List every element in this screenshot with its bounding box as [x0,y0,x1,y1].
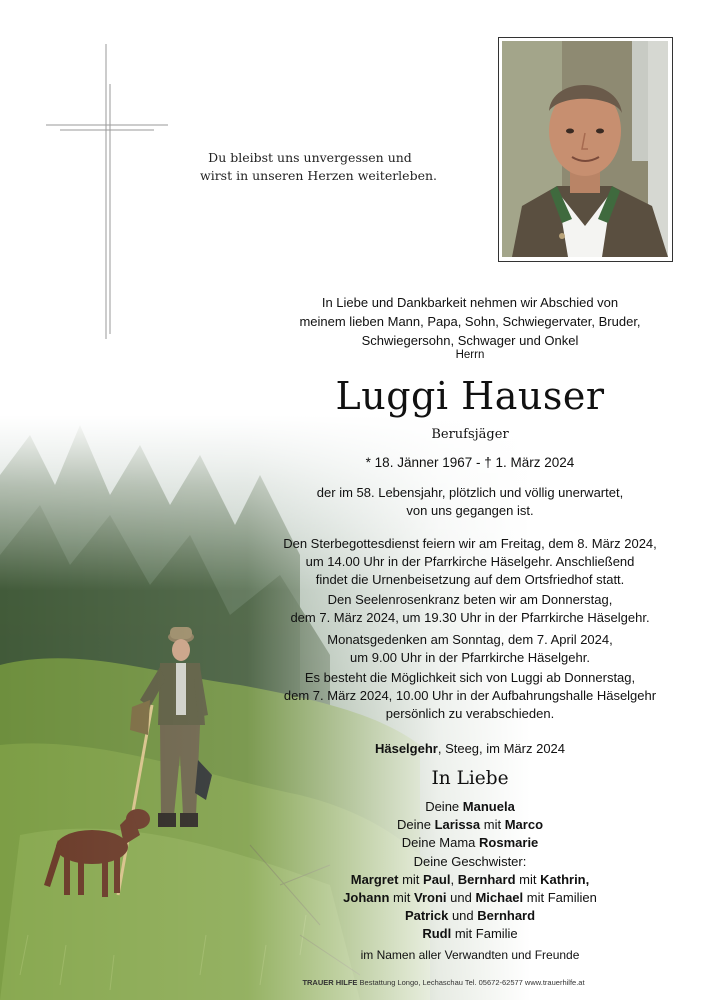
service-line: um 14.00 Uhr in der Pfarrkirche Häselgehr. Anschließend [305,554,635,569]
memorial-quote [200,149,438,185]
age-text [250,484,690,520]
family-line: Patrick und Bernhard [404,908,536,924]
memorial-line: um 9.00 Uhr in der Pfarrkirche Häselgehr. [350,650,590,665]
profession: Berufsjäger [431,427,509,442]
family-line: Rudl mit Familie [422,926,518,942]
rosary-line: Den Seelenrosenkranz beten wir am Donnerstag, [327,592,613,607]
farewell-text [250,669,690,723]
intro-line: In Liebe und Dankbarkeit nehmen wir Abschied von [321,295,619,310]
intro-text [250,293,690,350]
service-text [250,535,690,589]
service-line: findet die Urnenbeisetzung auf dem Ortsfriedhof statt. [315,572,625,587]
rosary-line: dem 7. März 2024, um 19.30 Uhr in der Pfarrkirche Häselgehr. [290,610,650,625]
place-name: Häselgehr [374,741,438,756]
salutation: Herrn [455,349,485,361]
memorial-text [250,631,690,667]
family-line: Deine Larissa mit Marco [396,817,544,833]
family-line: Johann mit Vroni und Michael mit Familien [343,890,597,906]
deceased-name: Luggi Hauser [335,374,605,418]
memorial-line: Monatsgedenken am Sonntag, dem 7. April 2024, [327,632,613,647]
family-line: Margret mit Paul, Bernhard mit Kathrin, [350,871,590,887]
quote-line: Du bleibst uns unvergessen und [208,150,412,165]
farewell-line: dem 7. März 2024, 10.00 Uhr in der Aufbahrungshalle Häselgehr [283,688,657,703]
quote-line: wirst in unseren Herzen weiterleben. [200,168,438,183]
farewell-line: persönlich zu verabschieden. [385,706,555,721]
family-list [250,798,690,964]
footer-text: Bestattung Longo, Lechaschau Tel. 05672-62577 www.trauerhilfe.at [357,978,585,987]
age-line: von uns gegangen ist. [406,503,534,518]
rosary-text [250,591,690,627]
family-line: im Namen aller Verwandten und Freunde [360,947,580,962]
intro-line: meinem lieben Mann, Papa, Sohn, Schwiegervater, Bruder, [299,314,641,329]
in-liebe-heading: In Liebe [431,768,509,789]
place-rest: , Steeg, im März 2024 [437,741,566,756]
service-line: Den Sterbegottesdienst feiern wir am Freitag, dem 8. März 2024, [283,536,657,551]
place-date [250,740,690,758]
life-dates: * 18. Jänner 1967 - † 1. März 2024 [365,455,575,470]
portrait-photo [498,37,673,262]
family-line: Deine Mama Rosmarie [401,835,539,851]
farewell-line: Es besteht die Möglichkeit sich von Luggi ab Donnerstag, [304,670,636,685]
family-line: Deine Geschwister: [413,853,527,869]
footer-brand: TRAUER HILFE [302,978,358,987]
intro-line: Schwiegersohn, Schwager und Onkel [361,333,579,348]
cross-icon [46,44,170,349]
footer-credit [180,978,707,987]
family-line: Deine Manuela [425,799,515,814]
age-line: der im 58. Lebensjahr, plötzlich und völlig unerwartet, [316,485,624,500]
